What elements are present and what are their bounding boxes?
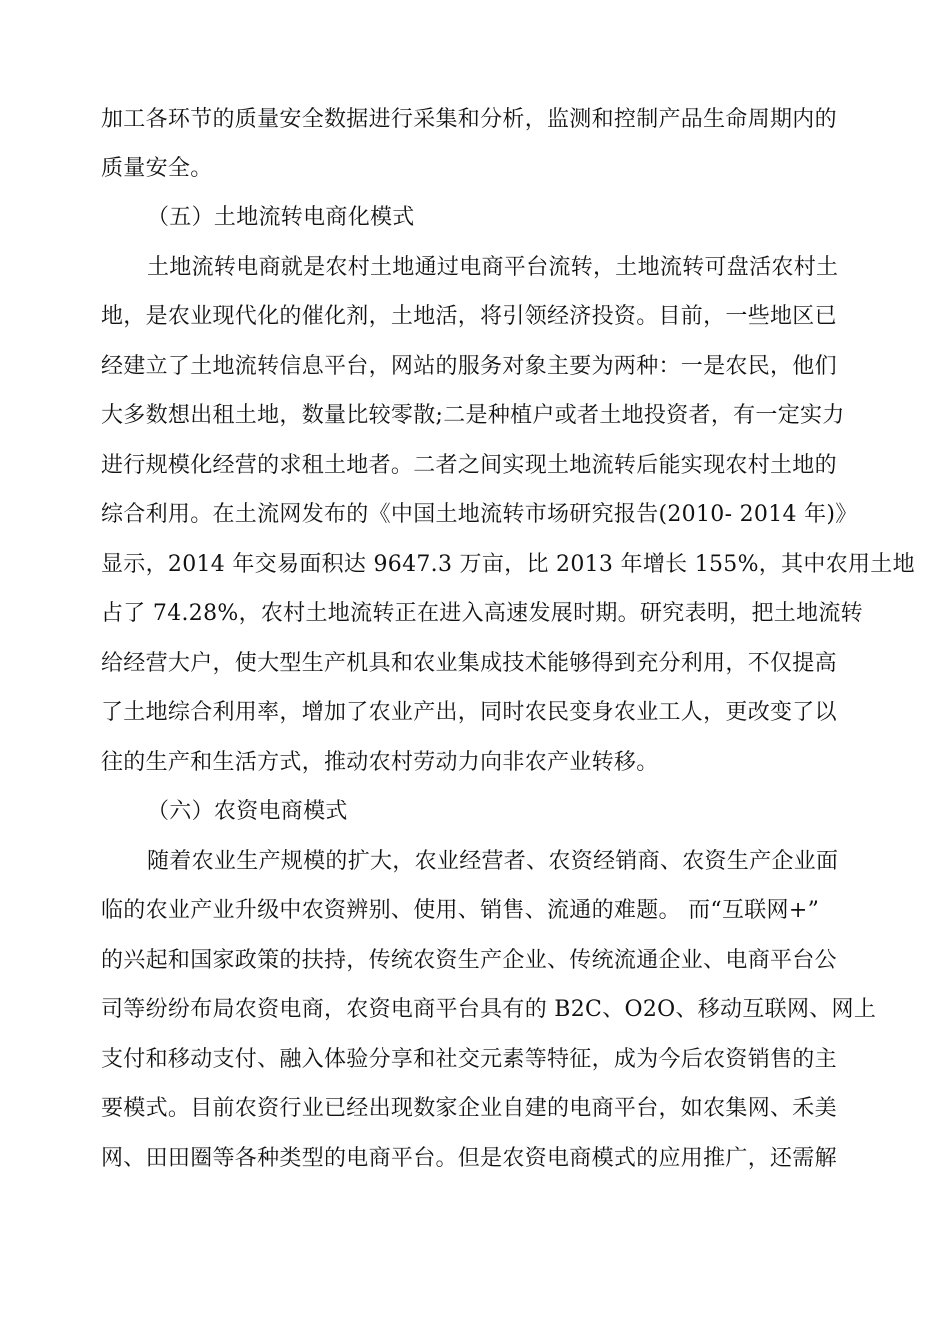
text-line: 综合利用。在土流网发布的《中国土地流转市场研究报告(2010- 2014 年)》 (101, 502, 858, 527)
text-line: 的兴起和国家政策的扶持，传统农资生产企业、传统流通企业、电商平台公 (101, 948, 837, 973)
text-line: 大多数想出租土地，数量比较零散;二是种植户或者土地投资者，有一定实力 (101, 403, 845, 428)
section-heading: （六）农资电商模式 (147, 799, 348, 824)
text-line: 临的农业产业升级中农资辨别、使用、销售、流通的难题。 而“互联网+” (101, 898, 820, 923)
text-line: 进行规模化经营的求租土地者。二者之间实现土地流转后能实现农村土地的 (101, 453, 837, 478)
text-line: 质量安全。 (101, 156, 213, 181)
section-heading: （五）土地流转电商化模式 (147, 205, 415, 230)
text-line: 占了 74.28%，农村土地流转正在进入高速发展时期。研究表明，把土地流转 (101, 601, 863, 626)
text-line: 随着农业生产规模的扩大，农业经营者、农资经销商、农资生产企业面 (147, 849, 839, 874)
text-line: 土地流转电商就是农村土地通过电商平台流转，土地流转可盘活农村土 (147, 255, 839, 280)
text-line: 往的生产和生活方式，推动农村劳动力向非农产业转移。 (101, 750, 659, 775)
text-line: 加工各环节的质量安全数据进行采集和分析，监测和控制产品生命周期内的 (101, 107, 837, 132)
text-line: 地，是农业现代化的催化剂，土地活，将引领经济投资。目前，一些地区已 (101, 304, 837, 329)
text-line: 网、田田圈等各种类型的电商平台。但是农资电商模式的应用推广，还需解 (101, 1146, 837, 1171)
text-line: 了土地综合利用率，增加了农业产出，同时农民变身农业工人，更改变了以 (101, 700, 837, 725)
text-line: 司等纷纷布局农资电商，农资电商平台具有的 B2C、O2O、移动互联网、网上 (101, 997, 877, 1022)
text-line: 经建立了土地流转信息平台，网站的服务对象主要为两种：一是农民，他们 (101, 354, 837, 379)
text-line: 给经营大户，使大型生产机具和农业集成技术能够得到充分利用，不仅提高 (101, 651, 837, 676)
text-line: 显示，2014 年交易面积达 9647.3 万亩，比 2013 年增长 155%，其中农用土地 (101, 552, 915, 577)
text-line: 要模式。目前农资行业已经出现数家企业自建的电商平台，如农集网、禾美 (101, 1096, 837, 1121)
text-line: 支付和移动支付、融入体验分享和社交元素等特征，成为今后农资销售的主 (101, 1047, 837, 1072)
